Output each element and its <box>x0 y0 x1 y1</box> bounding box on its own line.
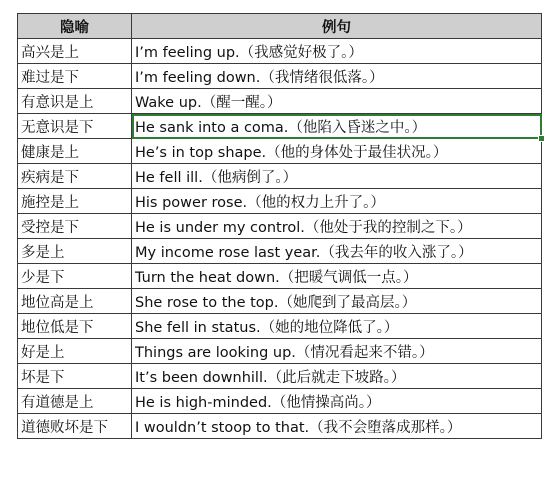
example-cell[interactable]: My income rose last year.（我去年的收入涨了。） <box>132 239 542 264</box>
metaphor-cell[interactable]: 健康是上 <box>18 139 132 164</box>
table-row <box>18 414 542 439</box>
metaphor-cell[interactable]: 地位低是下 <box>18 314 132 339</box>
example-cell[interactable]: He’s in top shape.（他的身体处于最佳状况。） <box>132 139 542 164</box>
column-header-metaphor[interactable]: 隐喻 <box>18 14 132 39</box>
example-cell[interactable]: Wake up.（醒一醒。） <box>132 89 542 114</box>
example-cell[interactable]: His power rose.（他的权力上升了。） <box>132 189 542 214</box>
table-row <box>18 64 542 89</box>
example-cell[interactable]: She rose to the top.（她爬到了最高层。） <box>132 289 542 314</box>
metaphor-cell[interactable]: 少是下 <box>18 264 132 289</box>
metaphor-cell[interactable]: 有意识是上 <box>18 89 132 114</box>
table-row <box>18 164 542 189</box>
table-row <box>18 39 542 64</box>
table-row <box>18 314 542 339</box>
metaphor-cell[interactable]: 疾病是下 <box>18 164 132 189</box>
metaphor-cell[interactable]: 无意识是下 <box>18 114 132 139</box>
spreadsheet-grid <box>17 13 541 439</box>
metaphor-cell[interactable]: 难过是下 <box>18 64 132 89</box>
metaphor-cell[interactable]: 坏是下 <box>18 364 132 389</box>
example-cell[interactable]: She fell in status.（她的地位降低了。） <box>132 314 542 339</box>
example-cell[interactable]: Turn the heat down.（把暖气调低一点。） <box>132 264 542 289</box>
example-cell[interactable]: I’m feeling down.（我情绪很低落。） <box>132 64 542 89</box>
example-cell[interactable]: He sank into a coma.（他陷入昏迷之中。） <box>132 114 542 139</box>
example-cell[interactable]: I’m feeling up.（我感觉好极了。） <box>132 39 542 64</box>
table-row <box>18 114 542 139</box>
metaphor-cell[interactable]: 施控是上 <box>18 189 132 214</box>
table-row <box>18 389 542 414</box>
example-cell[interactable]: Things are looking up.（情况看起来不错。） <box>132 339 542 364</box>
example-cell[interactable]: He fell ill.（他病倒了。） <box>132 164 542 189</box>
metaphor-cell[interactable]: 受控是下 <box>18 214 132 239</box>
table-row <box>18 189 542 214</box>
example-cell[interactable]: It’s been downhill.（此后就走下坡路。） <box>132 364 542 389</box>
table-row <box>18 214 542 239</box>
table-row <box>18 139 542 164</box>
table-row <box>18 89 542 114</box>
table-body <box>18 39 542 439</box>
metaphor-cell[interactable]: 高兴是上 <box>18 39 132 64</box>
header-row <box>18 14 542 39</box>
table-row <box>18 364 542 389</box>
metaphor-cell[interactable]: 好是上 <box>18 339 132 364</box>
example-cell[interactable]: He is under my control.（他处于我的控制之下。） <box>132 214 542 239</box>
table-row <box>18 339 542 364</box>
metaphor-cell[interactable]: 地位高是上 <box>18 289 132 314</box>
metaphor-cell[interactable]: 多是上 <box>18 239 132 264</box>
table-row <box>18 239 542 264</box>
selection-fill-handle[interactable] <box>538 135 545 142</box>
example-cell[interactable]: I wouldn’t stoop to that.（我不会堕落成那样。） <box>132 414 542 439</box>
metaphor-cell[interactable]: 有道德是上 <box>18 389 132 414</box>
column-header-example[interactable]: 例句 <box>132 14 542 39</box>
metaphor-table <box>17 13 542 439</box>
example-cell[interactable]: He is high-minded.（他情操高尚。） <box>132 389 542 414</box>
metaphor-cell[interactable]: 道德败坏是下 <box>18 414 132 439</box>
table-row <box>18 264 542 289</box>
table-row <box>18 289 542 314</box>
